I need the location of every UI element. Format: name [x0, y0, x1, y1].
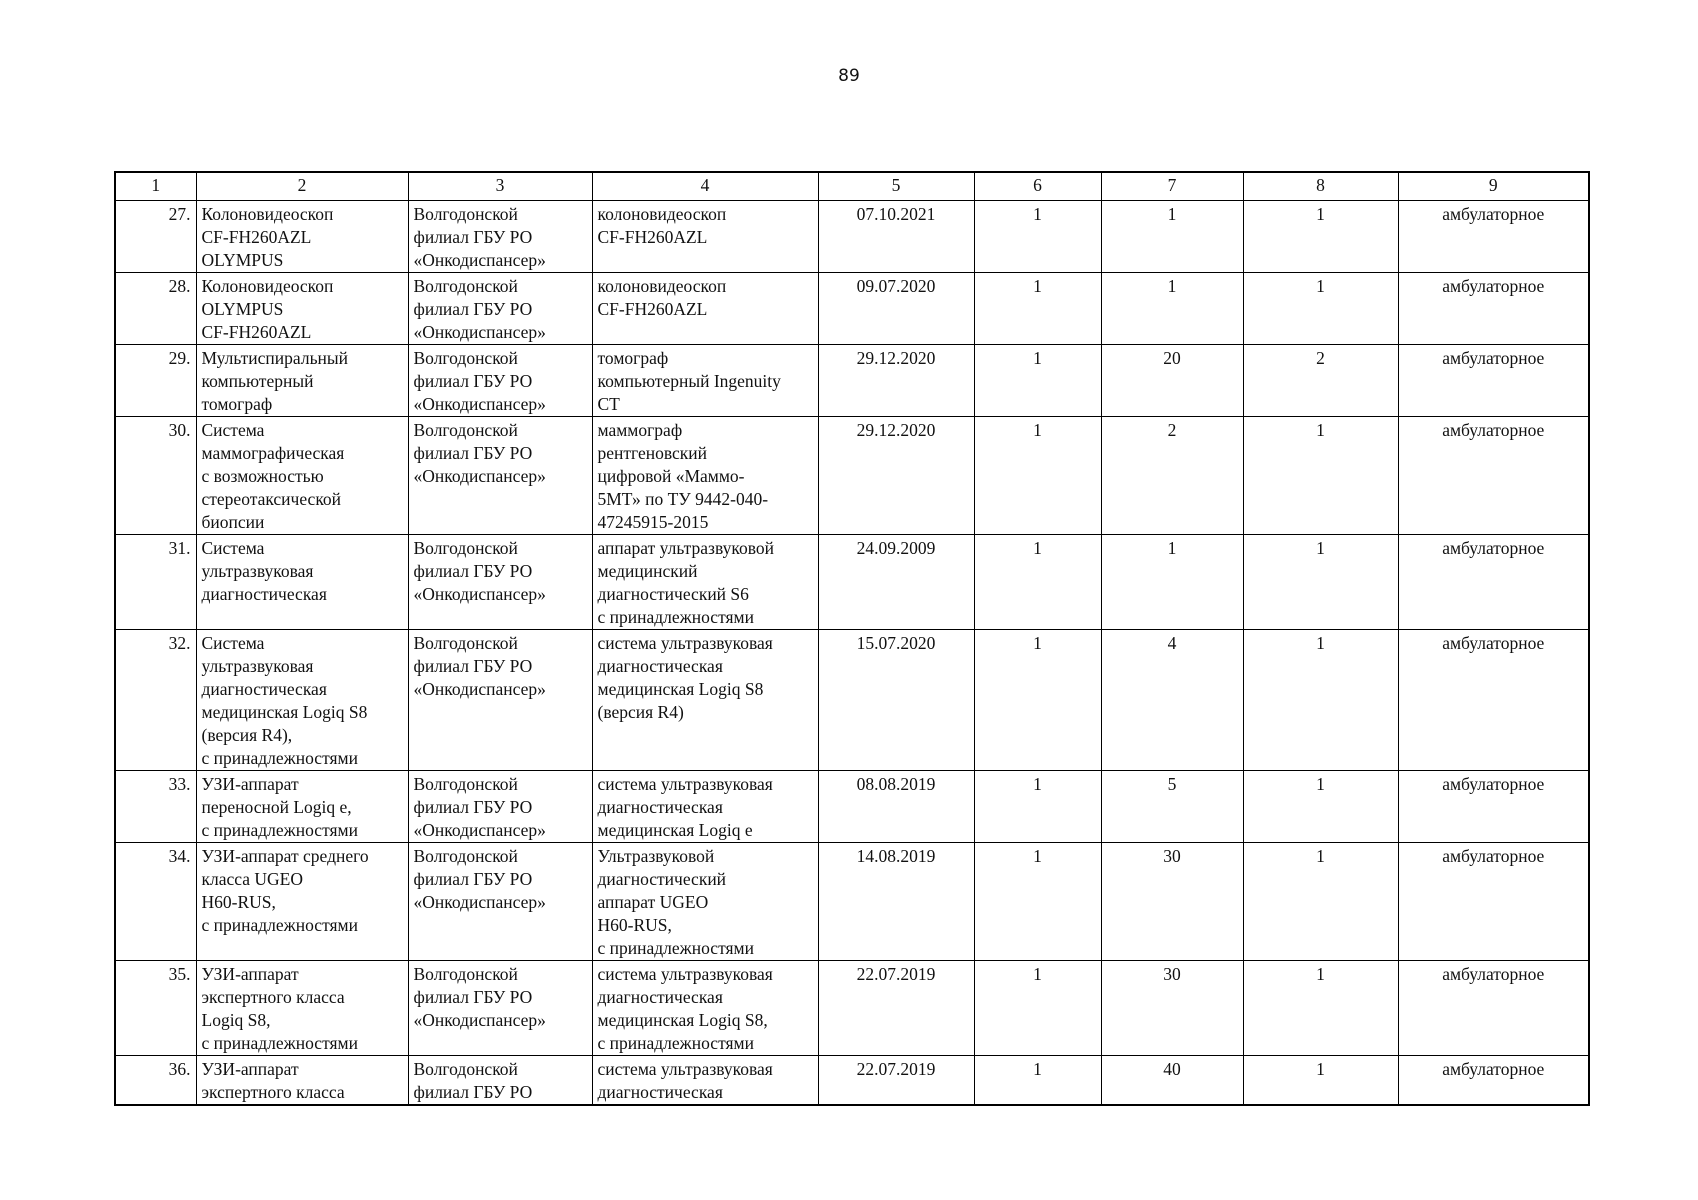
- care-type: амбулаторное: [1398, 201, 1589, 273]
- equipment-name-line: Система: [201, 633, 265, 653]
- row-number: 29.: [115, 345, 196, 417]
- equipment-name-line: ультразвуковая: [201, 561, 314, 581]
- col-8-value: 1: [1243, 1056, 1398, 1106]
- table-row: [115, 417, 1589, 535]
- model-description-line: диагностическая: [597, 656, 723, 676]
- col-8-value: 1: [1243, 961, 1398, 1056]
- commission-date: 22.07.2019: [818, 961, 974, 1056]
- col-6-value: 1: [974, 630, 1101, 771]
- equipment-name-line: CF-FH260AZL: [201, 227, 312, 247]
- equipment-name-line: УЗИ-аппарат: [201, 774, 299, 794]
- model-description-line: маммограф: [597, 420, 683, 440]
- model-description: [592, 345, 818, 417]
- model-description: [592, 535, 818, 630]
- col-8-value: 1: [1243, 273, 1398, 345]
- col-8-value: 1: [1243, 201, 1398, 273]
- model-description: [592, 961, 818, 1056]
- equipment-name-line: маммографическая: [201, 443, 345, 463]
- organization: [408, 771, 592, 843]
- col-6-value: 1: [974, 345, 1101, 417]
- model-description-line: медицинская Logiq e: [597, 820, 753, 840]
- equipment-name-line: УЗИ-аппарат: [201, 1059, 299, 1079]
- table-row: [115, 535, 1589, 630]
- organization-line: филиал ГБУ РО: [413, 869, 533, 889]
- care-type: амбулаторное: [1398, 771, 1589, 843]
- col-6-value: 1: [974, 273, 1101, 345]
- organization: [408, 273, 592, 345]
- table-row: [115, 345, 1589, 417]
- header-col-2: 2: [196, 172, 408, 201]
- equipment-name-line: диагностическая: [201, 679, 327, 699]
- model-description-line: медицинская Logiq S8,: [597, 1010, 768, 1030]
- organization-line: Волгодонской: [413, 348, 518, 368]
- commission-date: 22.07.2019: [818, 1056, 974, 1106]
- table-row: [115, 961, 1589, 1056]
- header-col-3: 3: [408, 172, 592, 201]
- model-description-line: диагностический: [597, 869, 727, 889]
- row-number: 33.: [115, 771, 196, 843]
- equipment-table: [114, 171, 1590, 1106]
- table-row: [115, 1056, 1589, 1106]
- organization: [408, 201, 592, 273]
- col-7-value: 2: [1101, 417, 1243, 535]
- organization-line: Волгодонской: [413, 846, 518, 866]
- equipment-name-line: УЗИ-аппарат среднего: [201, 846, 369, 866]
- col-7-value: 30: [1101, 961, 1243, 1056]
- model-description-line: компьютерный Ingenuity: [597, 371, 781, 391]
- col-8-value: 1: [1243, 771, 1398, 843]
- organization: [408, 843, 592, 961]
- organization-line: филиал ГБУ РО: [413, 561, 533, 581]
- equipment-name-line: медицинская Logiq S8: [201, 702, 368, 722]
- model-description-line: система ультразвуковая: [597, 633, 773, 653]
- row-number: 35.: [115, 961, 196, 1056]
- col-8-value: 1: [1243, 843, 1398, 961]
- table-row: [115, 630, 1589, 771]
- care-type: амбулаторное: [1398, 345, 1589, 417]
- organization-line: филиал ГБУ РО: [413, 1082, 533, 1102]
- header-col-8: 8: [1243, 172, 1398, 201]
- model-description: [592, 1056, 818, 1106]
- model-description-line: рентгеновский: [597, 443, 708, 463]
- model-description-line: система ультразвуковая: [597, 1059, 773, 1079]
- commission-date: 29.12.2020: [818, 345, 974, 417]
- model-description-line: CF-FH260AZL: [597, 299, 708, 319]
- care-type: амбулаторное: [1398, 630, 1589, 771]
- organization-line: «Онкодиспансер»: [413, 820, 546, 840]
- equipment-name-line: с принадлежностями: [201, 820, 358, 840]
- col-6-value: 1: [974, 535, 1101, 630]
- organization-line: «Онкодиспансер»: [413, 322, 546, 342]
- organization-line: филиал ГБУ РО: [413, 299, 533, 319]
- row-number: 34.: [115, 843, 196, 961]
- care-type: амбулаторное: [1398, 1056, 1589, 1106]
- equipment-name: [196, 417, 408, 535]
- care-type: амбулаторное: [1398, 535, 1589, 630]
- model-description: [592, 843, 818, 961]
- commission-date: 09.07.2020: [818, 273, 974, 345]
- care-type: амбулаторное: [1398, 961, 1589, 1056]
- commission-date: 07.10.2021: [818, 201, 974, 273]
- table-body: [115, 201, 1589, 1106]
- model-description-line: система ультразвуковая: [597, 964, 773, 984]
- organization-line: «Онкодиспансер»: [413, 892, 546, 912]
- col-7-value: 1: [1101, 201, 1243, 273]
- equipment-name: [196, 961, 408, 1056]
- model-description-line: H60-RUS,: [597, 915, 672, 935]
- equipment-name: [196, 771, 408, 843]
- equipment-name-line: Мультиспиральный: [201, 348, 349, 368]
- header-col-6: 6: [974, 172, 1101, 201]
- col-7-value: 5: [1101, 771, 1243, 843]
- organization-line: филиал ГБУ РО: [413, 443, 533, 463]
- model-description-line: диагностический S6: [597, 584, 749, 604]
- commission-date: 14.08.2019: [818, 843, 974, 961]
- organization-line: «Онкодиспансер»: [413, 1010, 546, 1030]
- commission-date: 24.09.2009: [818, 535, 974, 630]
- col-7-value: 20: [1101, 345, 1243, 417]
- equipment-name-line: биопсии: [201, 512, 265, 532]
- model-description-line: диагностическая: [597, 987, 723, 1007]
- equipment-name-line: ультразвуковая: [201, 656, 314, 676]
- table-row: [115, 843, 1589, 961]
- equipment-name: [196, 630, 408, 771]
- equipment-name-line: класса UGEO: [201, 869, 303, 889]
- organization-line: филиал ГБУ РО: [413, 987, 533, 1007]
- organization: [408, 417, 592, 535]
- model-description-line: система ультразвуковая: [597, 774, 773, 794]
- row-number: 30.: [115, 417, 196, 535]
- equipment-name: [196, 273, 408, 345]
- equipment-name-line: с принадлежностями: [201, 1033, 358, 1053]
- care-type: амбулаторное: [1398, 417, 1589, 535]
- equipment-name: [196, 535, 408, 630]
- equipment-name-line: OLYMPUS: [201, 250, 284, 270]
- equipment-name-line: УЗИ-аппарат: [201, 964, 299, 984]
- organization-line: Волгодонской: [413, 204, 518, 224]
- organization-line: филиал ГБУ РО: [413, 797, 533, 817]
- care-type: амбулаторное: [1398, 273, 1589, 345]
- equipment-name-line: стереотаксической: [201, 489, 342, 509]
- model-description-line: CT: [597, 394, 620, 414]
- col-6-value: 1: [974, 1056, 1101, 1106]
- model-description-line: диагностическая: [597, 1082, 723, 1102]
- table-row: [115, 273, 1589, 345]
- equipment-name: [196, 843, 408, 961]
- header-col-7: 7: [1101, 172, 1243, 201]
- col-6-value: 1: [974, 417, 1101, 535]
- equipment-name-line: с возможностью: [201, 466, 324, 486]
- col-7-value: 4: [1101, 630, 1243, 771]
- organization-line: Волгодонской: [413, 633, 518, 653]
- col-6-value: 1: [974, 201, 1101, 273]
- organization-line: Волгодонской: [413, 276, 518, 296]
- model-description-line: Ультразвуковой: [597, 846, 715, 866]
- equipment-name: [196, 1056, 408, 1106]
- equipment-name-line: экспертного класса: [201, 987, 345, 1007]
- model-description-line: 5МТ» по ТУ 9442-040-: [597, 489, 769, 509]
- row-number: 31.: [115, 535, 196, 630]
- organization-line: «Онкодиспансер»: [413, 466, 546, 486]
- organization: [408, 345, 592, 417]
- model-description-line: цифровой «Маммо-: [597, 466, 745, 486]
- equipment-name-line: томограф: [201, 394, 273, 414]
- commission-date: 29.12.2020: [818, 417, 974, 535]
- col-7-value: 30: [1101, 843, 1243, 961]
- organization: [408, 535, 592, 630]
- organization-line: Волгодонской: [413, 420, 518, 440]
- model-description-line: 47245915-2015: [597, 512, 709, 532]
- col-6-value: 1: [974, 843, 1101, 961]
- col-7-value: 1: [1101, 535, 1243, 630]
- model-description-line: с принадлежностями: [597, 938, 754, 958]
- equipment-name-line: диагностическая: [201, 584, 327, 604]
- model-description: [592, 630, 818, 771]
- commission-date: 15.07.2020: [818, 630, 974, 771]
- equipment-name-line: с принадлежностями: [201, 915, 358, 935]
- organization-line: «Онкодиспансер»: [413, 679, 546, 699]
- organization: [408, 1056, 592, 1106]
- organization-line: филиал ГБУ РО: [413, 371, 533, 391]
- equipment-name-line: Logiq S8,: [201, 1010, 271, 1030]
- organization-line: Волгодонской: [413, 1059, 518, 1079]
- col-8-value: 1: [1243, 417, 1398, 535]
- table-row: [115, 771, 1589, 843]
- row-number: 28.: [115, 273, 196, 345]
- model-description: [592, 417, 818, 535]
- equipment-name-line: с принадлежностями: [201, 748, 358, 768]
- organization: [408, 961, 592, 1056]
- equipment-name-line: Система: [201, 420, 265, 440]
- col-8-value: 1: [1243, 535, 1398, 630]
- model-description-line: колоновидеоскоп: [597, 204, 727, 224]
- header-col-1: 1: [115, 172, 196, 201]
- header-col-4: 4: [592, 172, 818, 201]
- equipment-name-line: Система: [201, 538, 265, 558]
- model-description-line: аппарат ультразвуковой: [597, 538, 774, 558]
- table-row: [115, 201, 1589, 273]
- model-description: [592, 201, 818, 273]
- organization-line: «Онкодиспансер»: [413, 584, 546, 604]
- equipment-name-line: переносной Logiq e,: [201, 797, 352, 817]
- model-description-line: медицинская Logiq S8: [597, 679, 764, 699]
- equipment-name-line: H60-RUS,: [201, 892, 276, 912]
- equipment-name: [196, 345, 408, 417]
- model-description-line: с принадлежностями: [597, 1033, 754, 1053]
- model-description-line: томограф: [597, 348, 669, 368]
- page-number: 89: [838, 66, 860, 86]
- row-number: 32.: [115, 630, 196, 771]
- model-description-line: колоновидеоскоп: [597, 276, 727, 296]
- col-6-value: 1: [974, 771, 1101, 843]
- header-col-5: 5: [818, 172, 974, 201]
- organization-line: филиал ГБУ РО: [413, 227, 533, 247]
- col-8-value: 2: [1243, 345, 1398, 417]
- model-description-line: (версия R4): [597, 702, 684, 722]
- organization: [408, 630, 592, 771]
- organization-line: Волгодонской: [413, 538, 518, 558]
- row-number: 36.: [115, 1056, 196, 1106]
- col-6-value: 1: [974, 961, 1101, 1056]
- model-description: [592, 771, 818, 843]
- model-description-line: аппарат UGEO: [597, 892, 709, 912]
- organization-line: Волгодонской: [413, 774, 518, 794]
- commission-date: 08.08.2019: [818, 771, 974, 843]
- equipment-name-line: Колоновидеоскоп: [201, 276, 334, 296]
- model-description-line: диагностическая: [597, 797, 723, 817]
- equipment-name-line: (версия R4),: [201, 725, 293, 745]
- model-description-line: медицинский: [597, 561, 698, 581]
- col-8-value: 1: [1243, 630, 1398, 771]
- organization-line: «Онкодиспансер»: [413, 250, 546, 270]
- equipment-name-line: OLYMPUS: [201, 299, 284, 319]
- header-row: [115, 172, 1589, 201]
- col-7-value: 40: [1101, 1056, 1243, 1106]
- header-col-9: 9: [1398, 172, 1589, 201]
- equipment-name-line: CF-FH260AZL: [201, 322, 312, 342]
- row-number: 27.: [115, 201, 196, 273]
- model-description-line: с принадлежностями: [597, 607, 754, 627]
- model-description-line: CF-FH260AZL: [597, 227, 708, 247]
- care-type: амбулаторное: [1398, 843, 1589, 961]
- equipment-name-line: экспертного класса: [201, 1082, 345, 1102]
- organization-line: «Онкодиспансер»: [413, 394, 546, 414]
- organization-line: филиал ГБУ РО: [413, 656, 533, 676]
- equipment-name-line: Колоновидеоскоп: [201, 204, 334, 224]
- model-description: [592, 273, 818, 345]
- organization-line: Волгодонской: [413, 964, 518, 984]
- equipment-name-line: компьютерный: [201, 371, 314, 391]
- col-7-value: 1: [1101, 273, 1243, 345]
- equipment-name: [196, 201, 408, 273]
